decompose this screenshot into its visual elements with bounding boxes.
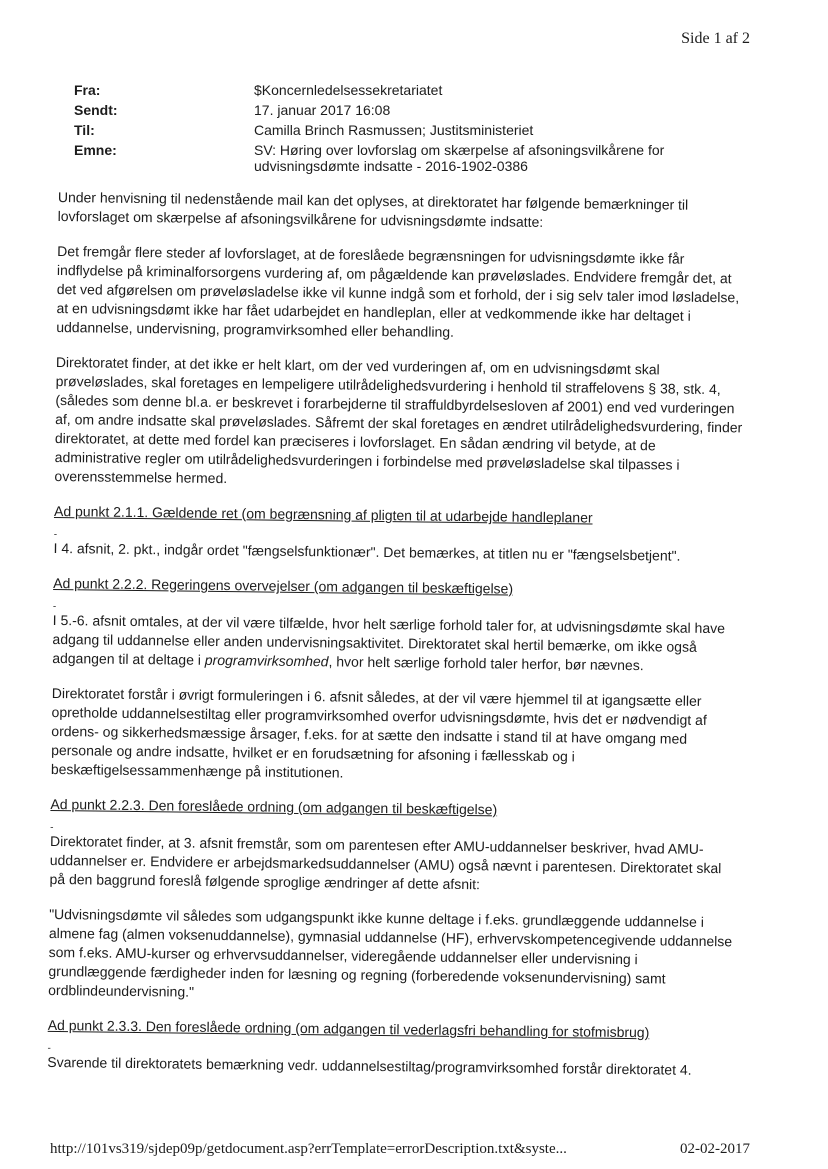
subject-label: Emne: (74, 142, 117, 158)
sent-label: Sendt: (74, 102, 118, 118)
email-header (74, 82, 714, 178)
paragraph-education-access (52, 611, 741, 676)
section-heading-2-2-2: Ad punkt 2.2.2. Regeringens overvejelser (om adgangen til beskæftigelse) (53, 574, 514, 597)
paragraph-treatment: Svarende til direktoratets bemærkning vedr. uddannelsestiltag/programvirksomhed forstår direktoratet 4. (47, 1053, 692, 1078)
paragraph-assessment: Direktoratet finder, at det ikke er helt klart, om der ved vurderingen af, om en udvisningsdømt skal prøveløslades, skal foretages en lempeligere utilrådelighedsvurdering i henhold til straffelovens § 38, stk. 4, (således som denne bl.a. er beskrevet i forarbejderne til straffuldbyrdelsesloven af 2001) end ved vurderingen af, om andre indsatte skal prøveløslades. Såfremt der skal foretages en ændret utilrådelighedsvurdering, finder direktoratet, at dette med fordel kan præciseres i lovforslaget. En sådan ændring vil betyde, at de administrative regler om utilrådelighedsvurderingen i forbindelse med prøveløsladelse skal tilpasses i overensstemmelse hermed. (54, 353, 743, 487)
letter-body (47, 188, 746, 1096)
section-heading-2-1-1: Ad punkt 2.1.1. Gældende ret (om begrænsning af pligten til at udarbejde handleplaner (53, 502, 593, 526)
dash-marker: - (47, 1042, 51, 1054)
from-label: Fra: (74, 82, 101, 98)
paragraph-quote: "Udvisningsdømte vil således som udgangspunkt ikke kunne deltage i f.eks. grundlæggende uddannelse i almene fag (almen voksenuddannelse), gymnasial uddannelse (HF), erhvervskompetencegivende uddannelse som f.eks. AMU-kurser og erhvervsuddannelser, videregående uddannelser eller undervisning i grundlæggende færdigheder inden for læsning og regning (forberedende voksenundervisning) samt ordblindeundervisning." (48, 905, 733, 1000)
from-value: $Koncernledelsessekretariatet (254, 82, 443, 98)
header-to-row (74, 122, 714, 142)
header-from-row (74, 82, 714, 102)
paragraph-order-security: Direktoratet forstår i øvrigt formuleringen i 6. afsnit således, at der vil være hjemmel til at igangsætte eller opretholde uddannelsestiltag eller programvirksomhed overfor udvisningsdømte, hvis det er nødvendigt af ordens- og sikkerhedsmæssige årsager, f.eks. for at sætte den indsatte i stand til at have omgang med personale og andre indsatte, hvilket er en forudsætning for afsoning i fællesskab og i beskæftigelsessammenhænge på institutionen. (50, 684, 707, 781)
to-value: Camilla Brinch Rasmussen; Justitsministeriet (254, 122, 534, 138)
sent-value: 17. januar 2017 16:08 (254, 102, 391, 118)
page-number: Side 1 af 2 (681, 30, 750, 47)
paragraph-intro: Under henvisning til nedenstående mail kan det oplyses, at direktoratet har følgende bemærkninger til lovforslaget om skærpelse af afsoningsvilkårene for udvisningsdømte indsatte: (57, 188, 689, 230)
paragraph-release: Det fremgår flere steder af lovforslaget, at de foreslåede begrænsningen for udvisningsdømte ikke får indflydelse på kriminalforsorgens vurdering af, om pågældende kan prøveløslades. Endvidere fremgår det, at det ved afgørelsen om prøveløsladelse ikke vil kunne indgå som et forhold, der i sig selv taler imod løsladelse, at en udvisningsdømt ikke har fået udarbejdet en handleplan, eller at vedkommende ikke har deltaget i uddannelse, undervisning, programvirksomhed eller behandling. (56, 242, 740, 340)
dash-marker: - (52, 600, 57, 613)
footer-date: 02-02-2017 (680, 1141, 750, 1157)
print-footer (50, 1141, 750, 1158)
header-subject-row (74, 142, 714, 178)
text-span: I 5.-6. afsnit omtales, at der vil være tilfælde, hvor helt særlige forhold taler for, at udvisningsdømte skal have adgang til uddannelse eller anden undervisningsaktivitet. Direktoratet skal hertil bemærke, om ikke også adgangen til at deltage i (52, 611, 726, 668)
dash-marker: - (50, 821, 54, 833)
to-label: Til: (74, 122, 95, 138)
paragraph-amu: Direktoratet finder, at 3. afsnit fremstår, som om parentesen efter AMU-uddannelser beskriver, hvad AMU-uddannelser er. Endvidere er arbejdsmarkedsuddannelser (AMU) også nævnt i parentesen. Direktoratet skal på den baggrund foreslå følgende sproglige ændringer af dette afsnit: (49, 832, 722, 893)
section-heading-2-3-3: Ad punkt 2.3.3. Den foreslåede ordning (om adgangen til vederlagsfri behandling for stofmisbrug) (47, 1016, 650, 1041)
footer-url: http://101vs319/sjdep09p/getdocument.asp?errTemplate=errorDescription.txt&syste... (50, 1141, 567, 1157)
header-sent-row (74, 102, 714, 122)
section-heading-2-2-3: Ad punkt 2.2.3. Den foreslåede ordning (om adgangen til beskæftigelse) (50, 795, 498, 818)
dash-marker: - (53, 528, 58, 541)
text-span: , hvor helt særlige forhold taler herfor, bør nævnes. (328, 653, 644, 674)
italic-text: programvirksomhed (204, 651, 329, 670)
subject-value: SV: Høring over lovforslag om skærpelse af afsoningsvilkårene for udvisningsdømte indsatte - 2016-1902-0386 (254, 142, 665, 174)
paragraph-title-note: I 4. afsnit, 2. pkt., indgår ordet "fængselsfunktionær". Det bemærkes, at titlen nu er "fængselsbetjent". (53, 539, 681, 564)
